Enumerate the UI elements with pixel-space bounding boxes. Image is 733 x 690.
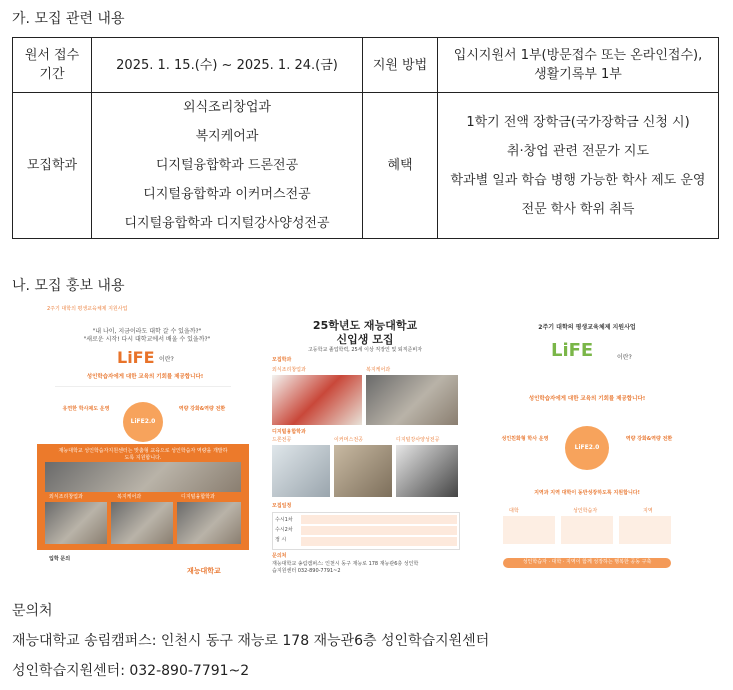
poster1-quote2: "새로운 시작! 다시 대학교에서 배울 수 있을까?" (83, 336, 211, 343)
poster3-badge: LiFE2.0 (565, 426, 609, 470)
departments-label: 모집학과 (13, 93, 92, 239)
benefits-list (438, 93, 719, 239)
poster3-bottom-bar: 성인학습자 · 대학 · 지역이 함께 성장하는 행복한 공동 구축 (503, 558, 671, 568)
poster2-title-1: 25학년도 재능대학교 (312, 319, 418, 332)
poster3-life-logo: LiFE (551, 340, 594, 361)
benefit-item: 1학기 전액 장학금(국가장학금 신청 시) (466, 114, 690, 130)
poster3-headline: 성인학습자에게 대한 교육의 기회를 제공합니다! (528, 396, 646, 402)
poster1-right-box: 역량 강화&역량 전환 (178, 406, 226, 412)
poster2-schedule-table: 수시1차 수시2차 정 시 (272, 512, 460, 550)
department-item: 외식조리창업과 (183, 100, 271, 115)
benefit-item: 전문 학사 학위 취득 (521, 201, 635, 217)
poster1-badge: LiFE2.0 (123, 402, 163, 442)
poster1-headline: 성인학습자에게 대한 교육의 기회를 제공합니다! (86, 374, 204, 380)
poster3-tab2: 성인학습자 (573, 508, 598, 514)
poster2-section: 모집학과 (272, 357, 292, 363)
promo-poster-admission (268, 313, 462, 585)
poster2-sub3: 디지털강사양성전공 (396, 437, 440, 443)
poster3-header: 2주기 대학의 평생교육체제 지원사업 (538, 324, 636, 331)
department-item: 디지털융합학과 이커머스전공 (143, 187, 311, 202)
poster1-header: 2주기 대학의 평생교육체제 지원사업 (47, 306, 128, 312)
method-label: 지원 방법 (363, 38, 438, 93)
poster1-inquiry: 입학 문의 (49, 556, 71, 562)
poster2-sub1: 드론전공 (272, 437, 292, 443)
application-period-label: 원서 접수 기간 (13, 38, 92, 93)
recruitment-table (12, 37, 719, 239)
poster2-sub2: 이커머스전공 (334, 437, 363, 443)
poster3-tab3: 지역 (643, 508, 653, 514)
poster1-quote1: "내 나이, 지금이라도 대학 갈 수 있을까?" (92, 328, 202, 335)
poster3-right-box: 역량 강화&역량 전환 (625, 436, 673, 442)
department-item: 디지털융합학과 드론전공 (155, 158, 299, 173)
poster1-life-suffix: 이란? (159, 356, 174, 363)
contact-heading: 문의처 (12, 603, 53, 619)
poster1-orange-band: 재능대학교 성인학습자지원센터는 맞춤형 교육으로 성인학습자 역량을 개발하도록 지원합니다. 외식조리창업과 복지케어과 디지털융합학과 (37, 444, 249, 550)
poster1-dept2: 복지케어과 (117, 494, 142, 500)
poster2-contact: 문의처 (272, 553, 287, 559)
poster2-title-2: 신입생 모집 (336, 333, 394, 346)
poster1-life-logo: LiFE (117, 348, 155, 367)
poster2-dept1: 외식조리창업과 (272, 367, 306, 373)
promo-poster-life (37, 298, 249, 584)
poster1-logo: 재능대학교 (187, 567, 221, 575)
poster3-tab1: 대학 (509, 508, 519, 514)
contact-address: 재능대학교 송림캠퍼스: 인천시 동구 재능로 178 재능관6층 성인학습지원센터 (12, 633, 490, 649)
poster1-left-box: 유연한 학사제도 운영 (62, 406, 110, 412)
benefit-item: 학과별 일과 학습 병행 가능한 학사 제도 운영 (450, 172, 706, 188)
poster3-life-suffix: 이란? (617, 354, 632, 361)
poster3-left-box: 성인친화형 학사 운영 (501, 436, 549, 442)
department-item: 복지케어과 (195, 129, 259, 144)
benefits-label: 혜택 (363, 93, 438, 239)
benefit-item: 취·창업 관련 전문가 지도 (506, 143, 650, 159)
poster1-dept3: 디지털융합학과 (181, 494, 215, 500)
poster2-dept2: 복지케어과 (366, 367, 391, 373)
departments-list (92, 93, 363, 239)
promo-poster-life2 (489, 318, 685, 574)
section-b-title: 나. 모집 홍보 내용 (12, 278, 125, 294)
department-item: 디지털융합학과 디지털강사양성전공 (124, 216, 330, 231)
section-a-title: 가. 모집 관련 내용 (12, 11, 125, 27)
poster2-schedule: 모집일정 (272, 503, 292, 509)
poster2-subtitle: 고등학교 졸업학력, 25세 이상 직장인 및 퇴직준비자 (307, 347, 423, 353)
application-period-value: 2025. 1. 15.(수) ~ 2025. 1. 24.(금) (92, 38, 363, 93)
method-value: 입시지원서 1부(방문접수 또는 온라인접수), 생활기록부 1부 (438, 38, 719, 93)
contact-phone: 성인학습지원센터: 032-890-7791~2 (12, 663, 250, 679)
poster3-band: 지역과 지역 대학이 동반성장하도록 지원합니다! (534, 490, 640, 496)
poster2-contact-tel: 재능대학교 송림캠퍼스: 인천시 동구 재능로 178 재능관6층 성인학습지원센터 032-890-7791~2 (272, 561, 419, 574)
poster1-dept1: 외식조리창업과 (49, 494, 83, 500)
poster2-dept3: 디지털융합학과 (272, 429, 306, 435)
